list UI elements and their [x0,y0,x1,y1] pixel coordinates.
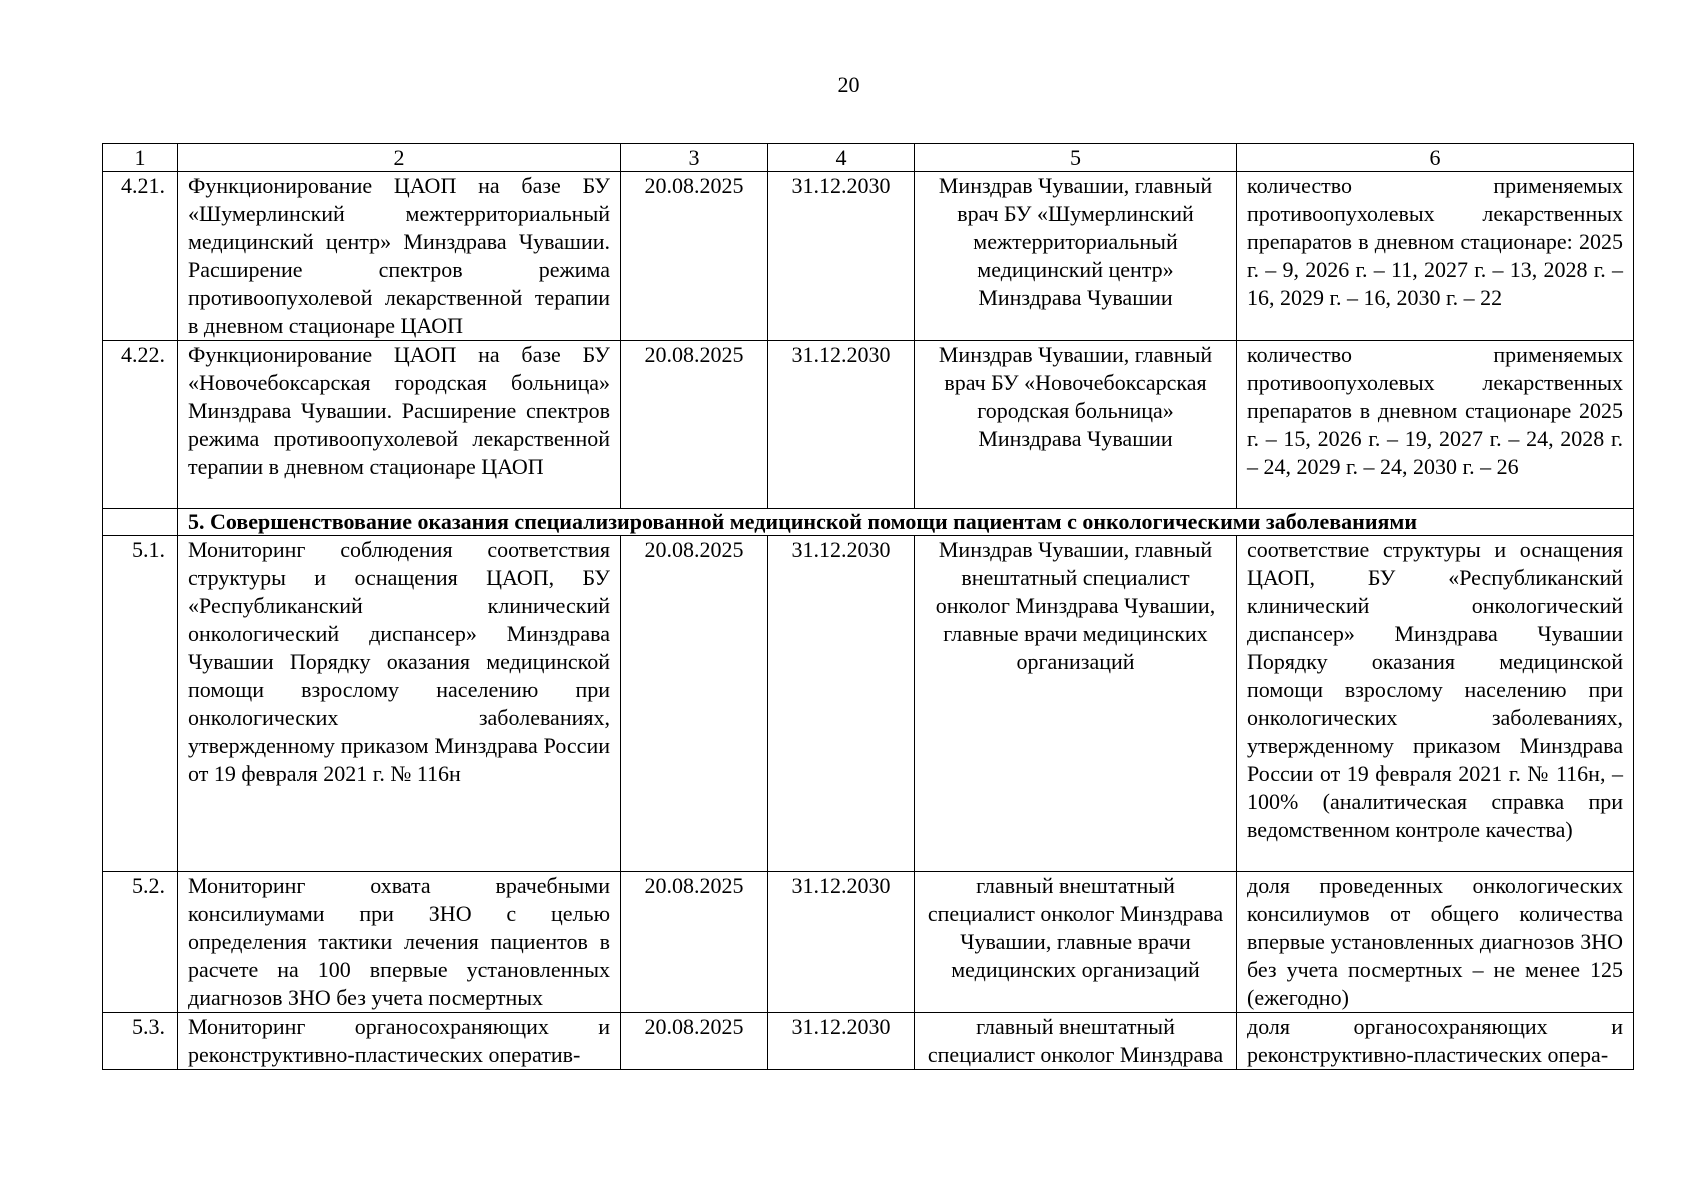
indicator-cell: доля проведенных онкологических консилиумов от общего количества впервые установленных диагнозов ЗНО без учета посмертных – не менее 125 (ежегодно) [1237,872,1634,1013]
column-header: 1 [103,144,178,172]
column-header: 5 [915,144,1237,172]
responsible-cell: главный внештатный специалист онколог Минздрава Чувашии, главные врачи медицинских организаций [915,872,1237,1013]
event-cell: Мониторинг охвата врачебными консилиумами при ЗНО с целью определения тактики лечения пациентов в расчете на 100 впервые установленных диагнозов ЗНО без учета посмертных [178,872,621,1013]
start-date-cell: 20.08.2025 [621,872,768,1013]
table-header-row [103,144,1634,172]
section-row [103,509,1634,536]
row-number: 5.1. [103,536,178,872]
indicator-cell: количество применяемых противоопухолевых лекарственных препаратов в дневном стационаре: 2025 г. – 9, 2026 г. – 11, 2027 г. – 13, 2028 г. – 16, 2029 г. – 16, 2030 г. – 22 [1237,172,1634,341]
responsible-cell: Минздрав Чувашии, главный внештатный специалист онколог Минздрава Чувашии, главные врачи медицинских организаций [915,536,1237,872]
indicator-cell: количество применяемых противоопухолевых лекарственных препаратов в дневном стационаре 2025 г. – 15, 2026 г. – 19, 2027 г. – 24, 2028 г. – 24, 2029 г. – 24, 2030 г. – 26 [1237,341,1634,509]
action-plan-table [102,143,1634,1070]
start-date-cell: 20.08.2025 [621,172,768,341]
event-cell: Мониторинг органосохраняющих и реконструктивно-пластических оператив- [178,1013,621,1070]
row-number: 4.21. [103,172,178,341]
end-date-cell: 31.12.2030 [768,341,915,509]
responsible-cell: Минздрав Чувашии, главный врач БУ «Новочебоксарская городская больница» Минздрава Чувашии [915,341,1237,509]
row-number: 4.22. [103,341,178,509]
section-title: 5. Совершенствование оказания специализированной медицинской помощи пациентам с онкологическими заболеваниями [178,509,1634,536]
page-number: 20 [837,72,860,97]
column-header: 4 [768,144,915,172]
indicator-cell: доля органосохраняющих и реконструктивно-пластических опера- [1237,1013,1634,1070]
end-date-cell: 31.12.2030 [768,172,915,341]
indicator-cell: соответствие структуры и оснащения ЦАОП, БУ «Республиканский клинический онкологический диспансер» Минздрава Чувашии Порядку оказания медицинской помощи взрослому населению при онкологических заболеваниях, утвержденному приказом Минздрава России от 19 февраля 2021 г. № 116н, – 100% (аналитическая справка при ведомственном контроле качества) [1237,536,1634,872]
column-header: 2 [178,144,621,172]
start-date-cell: 20.08.2025 [621,1013,768,1070]
table-row [103,172,1634,341]
start-date-cell: 20.08.2025 [621,536,768,872]
end-date-cell: 31.12.2030 [768,536,915,872]
responsible-cell: главный внештатный специалист онколог Минздрава [915,1013,1237,1070]
table-row [103,341,1634,509]
table-row [103,1013,1634,1070]
event-cell: Мониторинг соблюдения соответствия структуры и оснащения ЦАОП, БУ «Республиканский клинический онкологический диспансер» Минздрава Чувашии Порядку оказания медицинской помощи взрослому населению при онкологических заболеваниях, утвержденному приказом Минздрава России от 19 февраля 2021 г. № 116н [178,536,621,872]
end-date-cell: 31.12.2030 [768,1013,915,1070]
table-row [103,536,1634,872]
row-number: 5.3. [103,1013,178,1070]
event-cell: Функционирование ЦАОП на базе БУ «Шумерлинский межтерриториальный медицинский центр» Минздрава Чувашии. Расширение спектров режима противоопухолевой лекарственной терапии в дневном стационаре ЦАОП [178,172,621,341]
row-number: 5.2. [103,872,178,1013]
event-cell: Функционирование ЦАОП на базе БУ «Новочебоксарская городская больница» Минздрава Чувашии. Расширение спектров режима противоопухолевой лекарственной терапии в дневном стационаре ЦАОП [178,341,621,509]
start-date-cell: 20.08.2025 [621,341,768,509]
column-header: 3 [621,144,768,172]
section-spacer [103,509,178,536]
table-row [103,872,1634,1013]
responsible-cell: Минздрав Чувашии, главный врач БУ «Шумерлинский межтерриториальный медицинский центр» Минздрава Чувашии [915,172,1237,341]
column-header: 6 [1237,144,1634,172]
end-date-cell: 31.12.2030 [768,872,915,1013]
